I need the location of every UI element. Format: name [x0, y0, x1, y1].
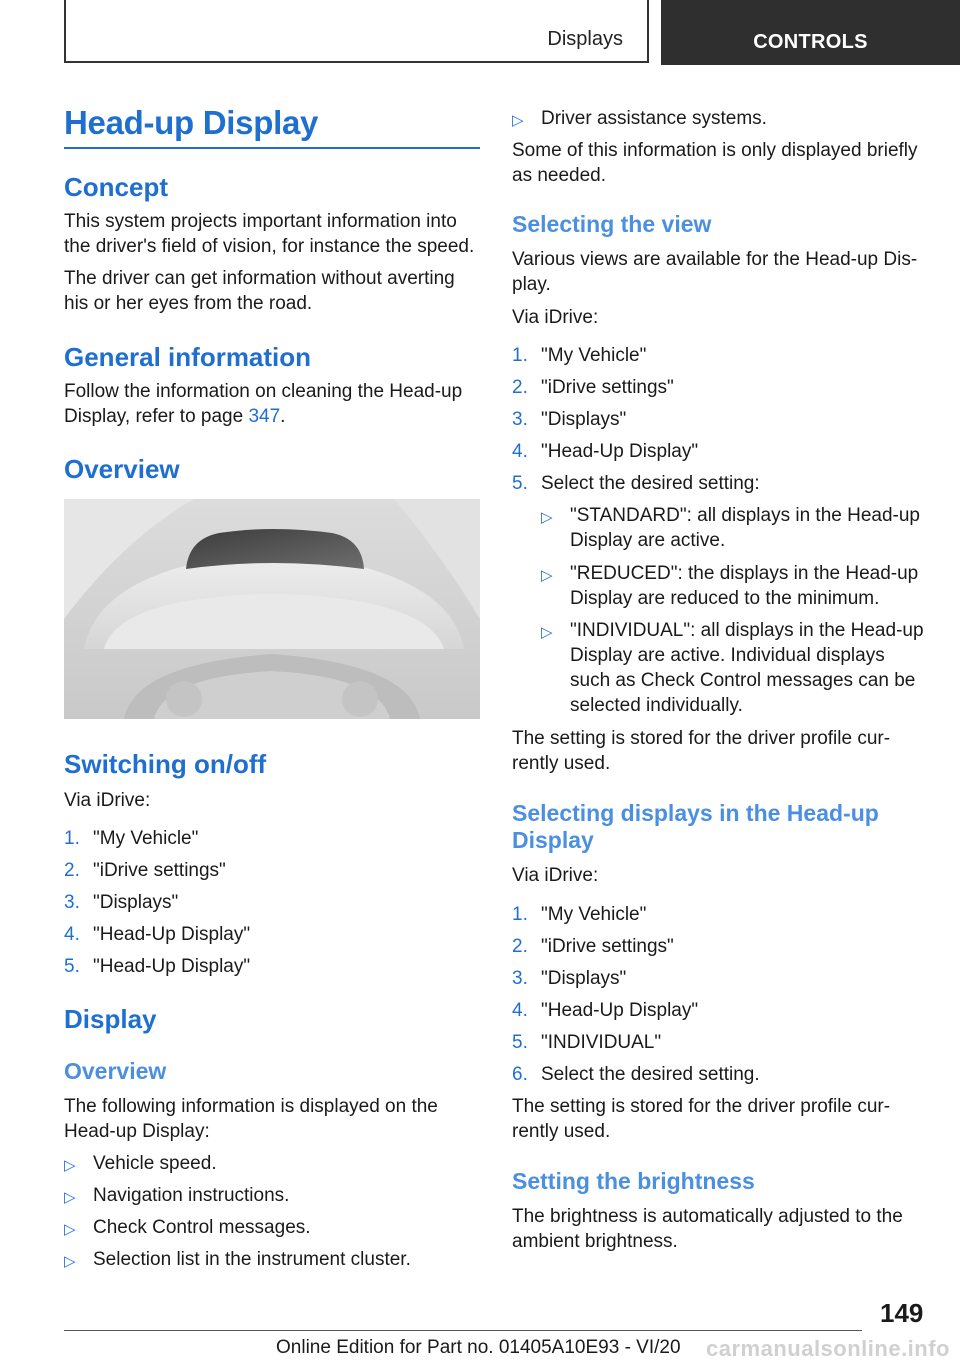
triangle-bullet-icon: ▷ [64, 1157, 76, 1174]
concept-text-1: This system projects important information into [64, 211, 457, 232]
page-link-347[interactable]: 347 [248, 406, 281, 427]
page-header [0, 0, 960, 68]
general-info-text-1: Follow the information on cleaning the Head-up [64, 381, 463, 402]
triangle-bullet-icon: ▷ [541, 624, 553, 641]
triangle-bullet-icon: ▷ [541, 567, 553, 584]
triangle-bullet-icon: ▷ [64, 1189, 76, 1206]
concept-text-2: The driver can get information without averting [64, 268, 455, 289]
concept-text-1b: the driver's field of vision, for instance the speed. [64, 236, 475, 257]
section-tab [64, 0, 649, 63]
sel-via: Via iDrive: [512, 865, 599, 886]
concept-text-2b: his or her eyes from the road. [64, 293, 313, 314]
selecting-displays-heading-2: Display [512, 827, 594, 853]
selecting-view-heading: Selecting the view [512, 211, 712, 237]
triangle-bullet-icon: ▷ [541, 509, 553, 526]
triangle-bullet-icon: ▷ [64, 1221, 76, 1238]
selecting-displays-heading-1: Selecting displays in the Head-up [512, 800, 879, 826]
general-info-text-2b: . [280, 406, 286, 427]
watermark: carmanualsonline.info [706, 1336, 950, 1361]
title-rule [64, 147, 480, 149]
display-text-1b: Head-up Display: [64, 1121, 210, 1142]
view-text-1b: play. [512, 274, 551, 295]
overview-heading: Overview [64, 454, 180, 484]
switching-heading: Switching on/off [64, 749, 267, 779]
general-info-text-2a: Display, refer to page [64, 406, 249, 427]
page-title: Head-up Display [64, 104, 319, 141]
general-info-heading: General information [64, 342, 312, 372]
section-title: Displays [547, 28, 623, 50]
switching-via: Via iDrive: [64, 790, 151, 811]
display-heading: Display [64, 1004, 157, 1034]
chapter-tab: CONTROLS [661, 0, 960, 65]
triangle-bullet-icon: ▷ [64, 1253, 76, 1270]
display-text-1: The following information is displayed on the [64, 1096, 438, 1117]
sel-stored-2: rently used. [512, 1121, 611, 1142]
head-up-display-illustration [64, 499, 480, 719]
view-stored-1: The setting is stored for the driver profile cur- [512, 728, 891, 749]
view-text-1: Various views are available for the Head-up Dis- [512, 249, 918, 270]
brief-text-2: as needed. [512, 165, 607, 186]
triangle-bullet-icon: ▷ [512, 112, 524, 129]
brightness-text-2: ambient brightness. [512, 1231, 678, 1252]
view-via: Via iDrive: [512, 307, 599, 328]
brightness-text-1: The brightness is automatically adjusted to the [512, 1206, 903, 1227]
general-info-text-2 [64, 404, 480, 429]
page-number: 149 [880, 1298, 924, 1328]
brief-text-1: Some of this information is only displayed briefly [512, 140, 918, 161]
footer-rule [64, 1330, 862, 1331]
display-overview-subheading: Overview [64, 1058, 167, 1084]
footer-edition: Online Edition for Part no. 01405A10E93 - VI/20 [276, 1337, 681, 1358]
view-stored-2: rently used. [512, 753, 611, 774]
concept-heading: Concept [64, 172, 168, 202]
brightness-heading: Setting the brightness [512, 1168, 755, 1194]
sel-stored-1: The setting is stored for the driver profile cur- [512, 1096, 891, 1117]
